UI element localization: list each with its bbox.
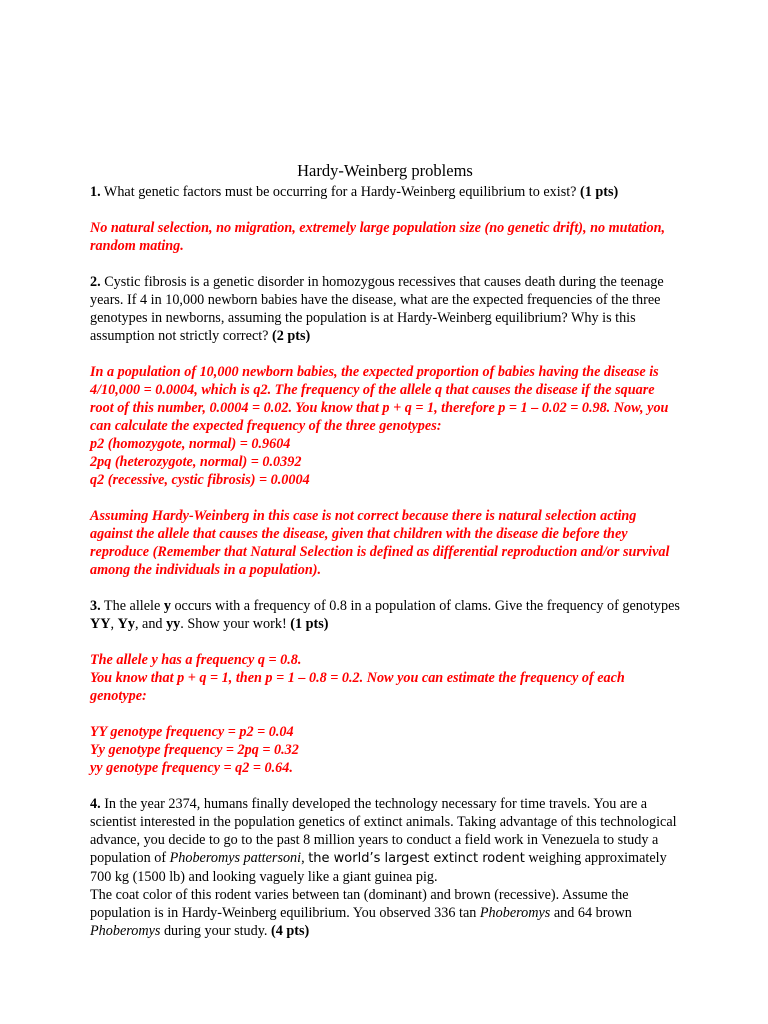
question-text: What genetic factors must be occurring for a Hardy-Weinberg equilibrium to exist? (100, 184, 581, 200)
answer-2-assumption: Assuming Hardy-Weinberg in this case is not correct because there is natural selection acting against the allele that causes the disease, given that children with the disease die before they reproduce (Remember that Natural Selection is defined as differential reproduction and/or survival among the individuals in a population). (90, 508, 670, 578)
genus-name: Phoberomys (479, 905, 551, 921)
question-text: The allele (100, 598, 164, 614)
question-number: 2. (90, 274, 101, 290)
separator: , (110, 616, 118, 632)
species-name: Phoberomys pattersoni (169, 850, 302, 866)
question-text: Cystic fibrosis is a genetic disorder in homozygous recessives that causes death during the teenage years. If 4 in 10,000 newborn babies have the disease, what are the expected frequencies of the three genotypes in newborns, assuming the population is at Hardy-Weinberg equilibrium? Why is this assumption not strictly correct? (90, 274, 664, 344)
question-text: and 64 brown (550, 905, 632, 921)
genotype-YY: YY (90, 616, 111, 632)
genotype-yy: yy (166, 616, 181, 632)
points-label: (1 pts) (290, 616, 329, 632)
question-number: 3. (90, 598, 101, 614)
answer-3-yy: yy genotype frequency = q2 = 0.64. (90, 760, 293, 776)
question-number: 4. (90, 796, 101, 812)
genus-name: Phoberomys (90, 923, 161, 939)
question-text: occurs with a frequency of 0.8 in a population of clams. Give the frequency of genotypes (170, 598, 680, 614)
question-4-continued (90, 886, 680, 940)
answer-3-Yy: Yy genotype frequency = 2pq = 0.32 (90, 742, 299, 758)
question-3 (90, 597, 680, 633)
answer-3-line-2: You know that p + q = 1, then p = 1 – 0.8 = 0.2. Now you can estimate the frequency of each genotype: (90, 670, 625, 704)
answer-2-genotype-2: 2pq (heterozygote, normal) = 0.0392 (90, 454, 302, 470)
question-text: In the year 2374, humans finally developed the technology necessary for time travels. You are a scientist interested in the population genetics of extinct animals. Taking advantage of this technological advance, you decide to go to the past 8 million years to conduct a field work in Venezuela to study a population of (90, 796, 677, 866)
question-number: 1. (90, 184, 101, 200)
answer-2-genotype-1: p2 (homozygote, normal) = 0.9604 (90, 436, 291, 452)
points-label: (2 pts) (272, 328, 311, 344)
question-text: . Show your work! (180, 616, 291, 632)
genotype-Yy: Yy (117, 616, 135, 632)
points-label: (1 pts) (580, 184, 619, 200)
question-text: the world’s largest extinct rodent (308, 851, 525, 866)
question-4 (90, 795, 680, 886)
answer-3-line-1: The allele y has a frequency q = 0.8. (90, 652, 302, 668)
question-2 (90, 273, 680, 345)
points-label: (4 pts) (271, 923, 310, 939)
document-page (90, 161, 680, 940)
separator: , and (134, 616, 167, 632)
answer-2-genotype-3: q2 (recessive, cystic fibrosis) = 0.0004 (90, 472, 310, 488)
question-text: weighing approximately 700 kg (1500 lb) and looking vaguely like a giant guinea pig. (90, 850, 667, 885)
question-text: The coat color of this rodent varies between tan (dominant) and brown (recessive). Assume the population is in Hardy-Weinberg equilibrium. You observed 336 tan (90, 887, 629, 921)
answer-3-YY: YY genotype frequency = p2 = 0.04 (90, 724, 294, 740)
question-text: during your study. (160, 923, 272, 939)
question-1 (90, 183, 680, 201)
answer-1: No natural selection, no migration, extremely large population size (no genetic drift), no mutation, random mating. (90, 220, 666, 254)
page-title: Hardy-Weinberg problems (297, 161, 473, 180)
answer-2-explanation: In a population of 10,000 newborn babies, the expected proportion of babies having the disease is 4/10,000 = 0.0004, which is q2. The frequency of the allele q that causes the disease if the square root of this number, 0.0004 = 0.02. You know that p + q = 1, therefore p = 1 – 0.02 = 0.98. Now, you can calculate the expected frequency of the three genotypes: (90, 364, 669, 434)
allele-y: y (163, 598, 171, 614)
question-text: , (301, 850, 309, 866)
